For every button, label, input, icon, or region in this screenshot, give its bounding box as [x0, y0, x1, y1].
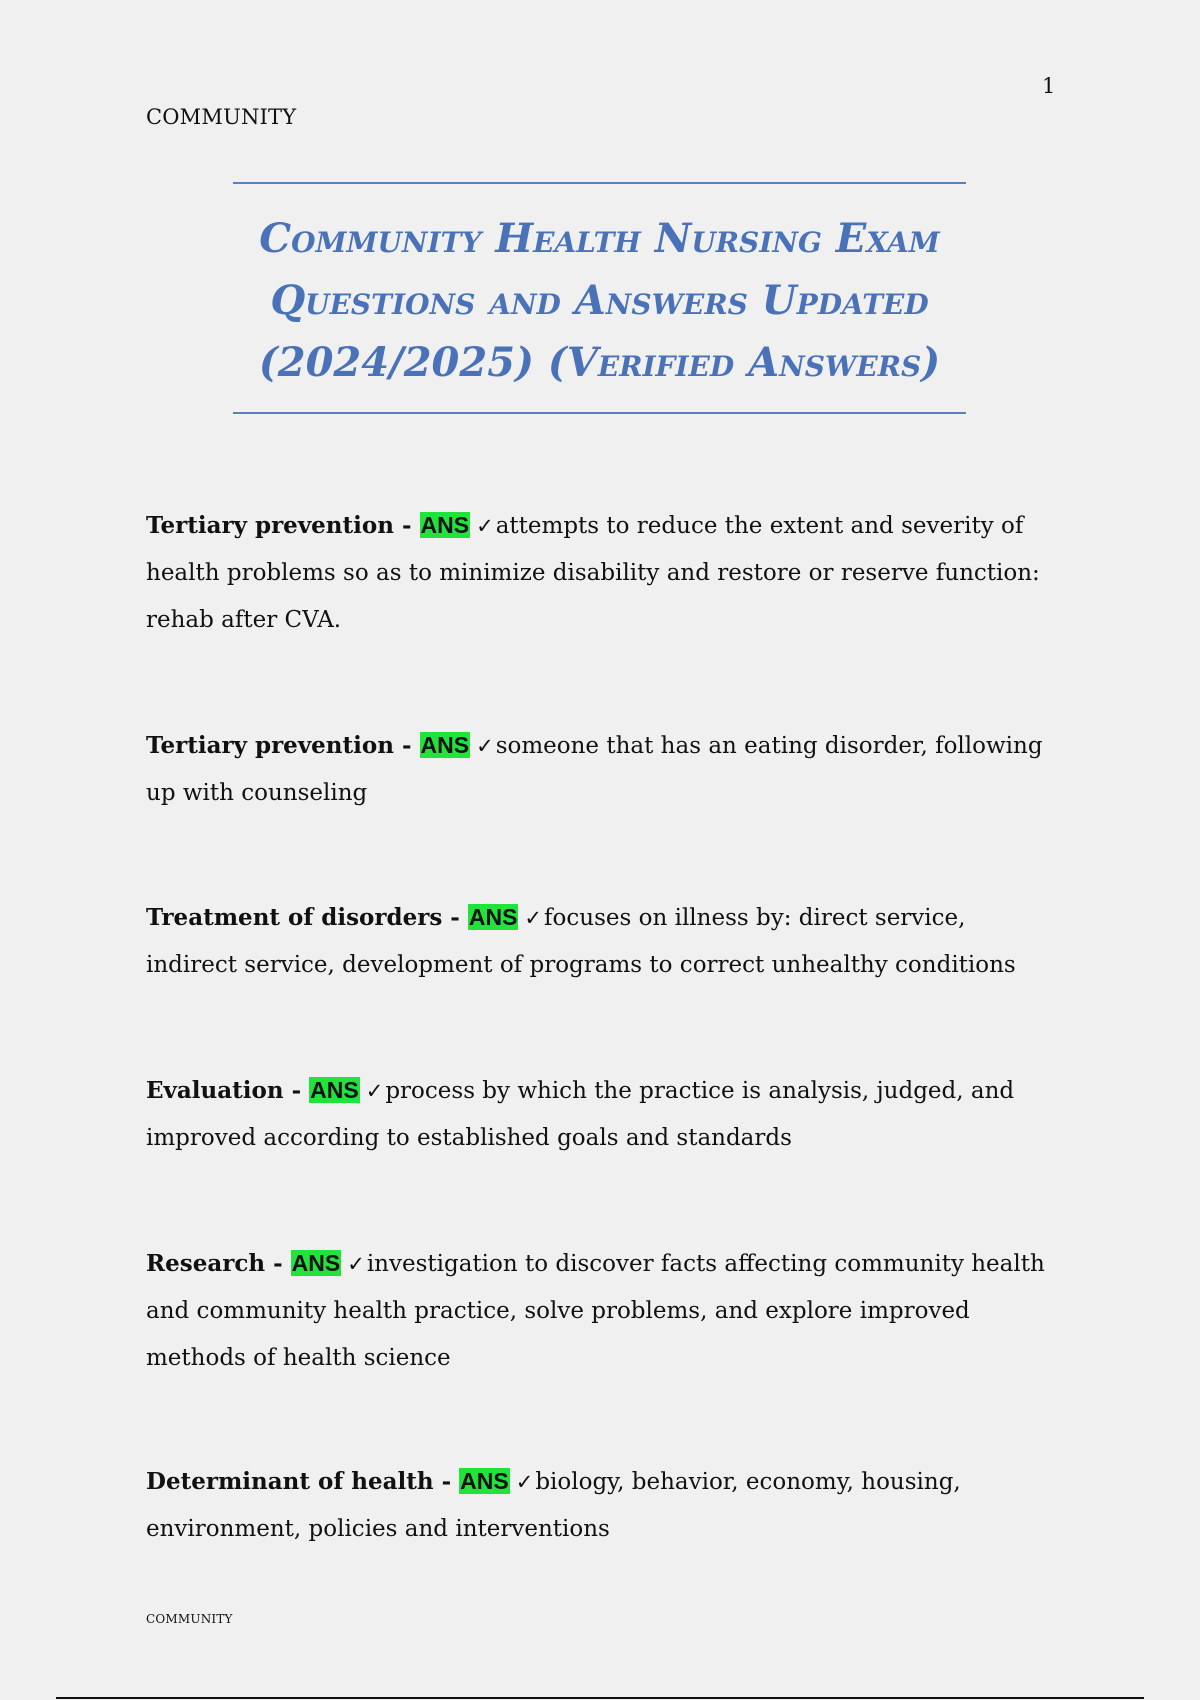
running-header: COMMUNITY [146, 105, 297, 129]
entry-answer: investigation to discover facts affecting community health and community health practice, solve problems, and explore improved methods of health science [146, 1251, 1045, 1371]
qa-entry [146, 894, 1056, 989]
entry-answer: someone that has an eating disorder, following up with counseling [146, 733, 1043, 806]
answer-tag: ANS [291, 1250, 341, 1276]
entry-answer: focuses on illness by: direct service, indirect service, development of programs to correct unhealthy conditions [146, 905, 1016, 978]
check-mark-icon: ✓ [515, 1470, 534, 1494]
qa-entry [146, 502, 1056, 644]
check-mark-icon: ✓ [476, 734, 494, 758]
document-title [233, 182, 966, 414]
qa-entry [146, 1458, 1056, 1553]
answer-tag: ANS [420, 512, 470, 538]
entry-term: Treatment of disorders - [146, 904, 468, 931]
answer-tag: ANS [310, 1077, 359, 1103]
qa-entry [146, 1240, 1056, 1382]
title-line-3: (2024/2025) (Verified Answers) [258, 339, 941, 386]
entry-term: Tertiary prevention - [146, 512, 420, 539]
qa-entry [146, 1067, 1056, 1162]
check-mark-icon: ✓ [347, 1252, 365, 1276]
entry-answer: attempts to reduce the extent and severity of health problems so as to minimize disability and restore or reserve function: rehab after CVA. [146, 513, 1040, 633]
answer-tag: ANS [460, 1468, 509, 1494]
title-line-2: Questions and Answers Updated [270, 277, 929, 324]
running-footer: COMMUNITY [146, 1612, 233, 1626]
entry-term: Research - [146, 1250, 291, 1277]
page-number: 1 [1042, 74, 1056, 98]
check-mark-icon: ✓ [524, 906, 543, 930]
entry-answer: biology, behavior, economy, housing, environment, policies and interventions [146, 1469, 961, 1542]
qa-entries [146, 502, 1056, 1553]
page-bottom-rule [56, 1697, 1144, 1699]
qa-entry [146, 722, 1056, 817]
answer-tag: ANS [468, 904, 518, 930]
entry-term: Tertiary prevention - [146, 732, 420, 759]
title-line-1: Community Health Nursing Exam [259, 215, 940, 262]
entry-term: Evaluation - [146, 1077, 310, 1104]
answer-tag: ANS [420, 732, 470, 758]
entry-term: Determinant of health - [146, 1468, 460, 1495]
entry-answer: process by which the practice is analysis, judged, and improved according to established goals and standards [146, 1078, 1015, 1151]
check-mark-icon: ✓ [365, 1079, 384, 1103]
check-mark-icon: ✓ [476, 514, 494, 538]
